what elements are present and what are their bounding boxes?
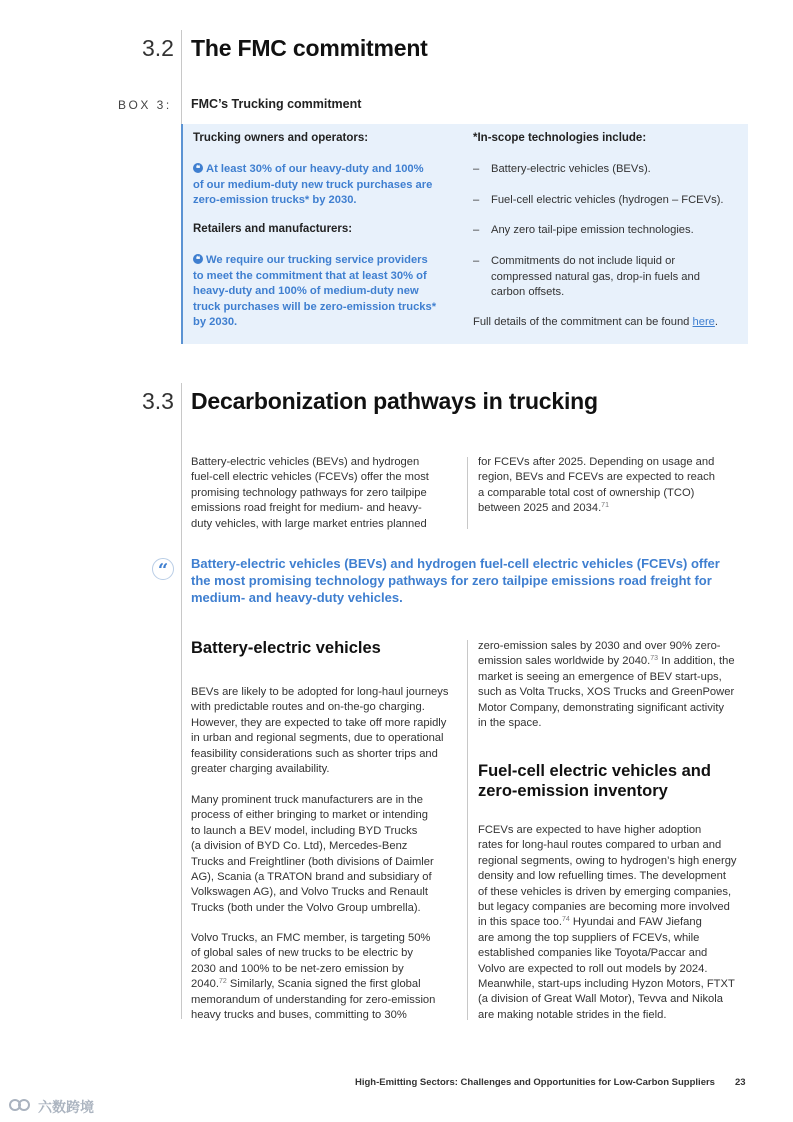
scope-item: – Any zero tail-pipe emission technologies.	[473, 224, 694, 236]
scope-item: – Battery-electric vehicles (BEVs).	[473, 163, 651, 175]
column-divider	[467, 640, 468, 1020]
commitment-box	[181, 124, 748, 344]
quote-icon: “	[152, 558, 174, 580]
bev-paragraph-2: Many prominent truck manufacturers are in the process of either bringing to market or intending to launch a BEV model, including BYD Trucks (a division of BYD Co. Ltd), Mercedes-Benz Trucks and Freightliner (both divisions of Daimler AG), Scania (a TRATON brand and subsidiary of Volkswagen AG), and Volvo Trucks and Renault Trucks (both under the Volvo Group umbrella).	[191, 794, 434, 914]
pull-quote: Battery-electric vehicles (BEVs) and hydrogen fuel-cell electric vehicles (FCEVs) offer the most promising technology pathways for zero tailpipe emissions road freight for medium- and heavy-duty vehicles.	[191, 556, 720, 605]
watermark-logo-icon	[8, 1095, 34, 1115]
quote-icon: ❝	[193, 254, 203, 264]
scope-item: – Fuel-cell electric vehicles (hydrogen – FCEVs).	[473, 194, 724, 206]
section-divider	[181, 30, 182, 124]
scope-heading: *In-scope technologies include:	[473, 132, 647, 144]
section-number-3-2: 3.2	[142, 35, 174, 61]
intro-right: for FCEVs after 2025. Depending on usage and region, BEVs and FCEVs are expected to reach a comparable total cost of ownership (TCO) between 2025 and 2034.71	[478, 456, 715, 515]
quote-icon: ❝	[193, 163, 203, 173]
section-number-3-3: 3.3	[142, 388, 174, 414]
retailers-quote: ❝ We require our trucking service providers to meet the commitment that at least 30% of heavy-duty and 100% of medium-duty new truck purchases will be zero-emission trucks* by 2030.	[193, 254, 437, 328]
owners-quote: ❝ At least 30% of our heavy-duty and 100% of our medium-duty new truck purchases are zero-emission trucks* by 2030.	[193, 163, 433, 206]
footer-text: High-Emitting Sectors: Challenges and Opportunities for Low-Carbon Suppliers	[355, 1077, 715, 1088]
details-line: Full details of the commitment can be found here.	[473, 316, 719, 328]
box-label: BOX 3:	[118, 98, 172, 112]
watermark-text: 六数跨境	[38, 1099, 94, 1115]
retailers-heading: Retailers and manufacturers:	[193, 223, 353, 235]
section-title-3-2: The FMC commitment	[191, 35, 428, 61]
intro-left: Battery-electric vehicles (BEVs) and hydrogen fuel-cell electric vehicles (FCEVs) offer the most promising technology pathways for zero tailpipe emissions road freight for medium- and heavy- duty vehicles, with large market entries planned	[191, 456, 429, 530]
section-title-3-3: Decarbonization pathways in trucking	[191, 388, 598, 414]
scope-item: – Commitments do not include liquid or compressed natural gas, drop-in fuels and carbon offsets.	[473, 255, 700, 298]
owners-heading: Trucking owners and operators:	[193, 132, 369, 144]
bev-paragraph-1: BEVs are likely to be adopted for long-haul journeys with predictable routes and on-the-go charging. However, they are expected to take off more rapidly in urban and regional segments, due to operational feasibility considerations such as shorter trips and greater charging availability.	[191, 686, 449, 776]
bev-continued: zero-emission sales by 2030 and over 90% zero- emission sales worldwide by 2040.73 In addition, the market is seeing an emergence of BEV start-ups, such as Volta Trucks, XOS Trucks and GreenPower Motor Company, demonstrating significant activity in the space.	[478, 640, 735, 730]
box-title: FMC’s Trucking commitment	[191, 97, 362, 111]
column-divider	[467, 457, 468, 529]
details-link[interactable]: here	[692, 316, 715, 328]
bev-paragraph-3: Volvo Trucks, an FMC member, is targeting 50% of global sales of new trucks to be electric by 2030 and 100% to be net-zero emission by 2040.72 Similarly, Scania signed the first global memorandum of understanding for zero-emission heavy trucks and buses, committing to 30%	[191, 932, 436, 1022]
fcev-paragraph: FCEVs are expected to have higher adoption rates for long-haul routes compared to urban and regional segments, owing to hydrogen’s high energy density and low refuelling times. The development of these vehicles is driven by emerging companies, but legacy companies are becoming more involved in this space too.$^{74}$ Hyundai and FAW Jiefang are among the top suppliers of FCEVs, while established companies like Toyota/Paccar and Volvo are expected to roll out models by 2024. Meanwhile, start-ups including Hyzon Motors, FTXT (a division of Great Wall Motor), Tevva and Nikola are making notable strides in the field.	[478, 824, 737, 1021]
fcev-heading: Fuel-cell electric vehicles and zero-emission inventory	[478, 762, 711, 800]
bev-heading: Battery-electric vehicles	[191, 639, 381, 657]
page-number: 23	[735, 1077, 746, 1088]
section-divider	[181, 383, 182, 1019]
